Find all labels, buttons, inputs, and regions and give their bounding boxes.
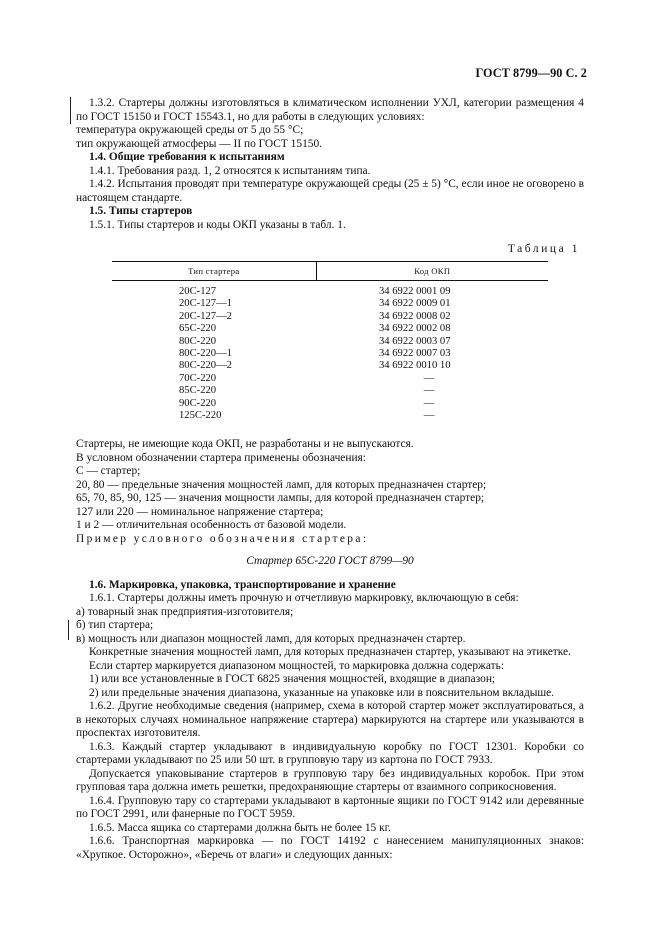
table-row: [112, 336, 548, 348]
paragraph-1-6-2: 1.6.2. Другие необходимые сведения (например, схема в которой стартер может эксплуатироваться, а в некоторых случаях номинальное напряжение стартера) маркируются на стартере или указываются в проспектах изготовителя.: [76, 700, 584, 740]
paragraph-1-4-1: 1.4.1. Требования разд. 1, 2 относятся к испытаниям типа.: [89, 164, 371, 177]
cell-type: 90С-220: [179, 397, 217, 409]
header-starter-type: Тип стартера: [188, 266, 240, 276]
cell-code: 34 6922 0002 08: [379, 323, 451, 335]
paragraph-1-3-2: 1.3.2. Стартеры должны изготовляться в климатическом исполнении УХЛ, категории размещения 4 по ГОСТ 15150 и ГОСТ 15543.1, но для работы в следующих условиях:: [76, 97, 584, 123]
paragraph-1-4-2: 1.4.2. Испытания проводят при температуре окружающей среды (25 ± 5) °С, если иное не оговорено в настоящем стандарте.: [76, 178, 584, 204]
change-bar: [70, 97, 71, 124]
table-body: [112, 281, 548, 424]
heading-1-6: 1.6. Маркировка, упаковка, транспортирование и хранение: [89, 578, 396, 591]
paragraph-1-6-3-allowed: Допускается упаковывание стартеров в групповую тару без индивидуальных коробок. При этом групповая тара должна иметь решетки, предохраняющие стартеры от взаимного соприкосновения.: [76, 767, 584, 794]
table-row: [112, 348, 548, 360]
paragraph-atmosphere: тип окружающей атмосферы — II по ГОСТ 15150.: [76, 137, 322, 150]
table-row: [112, 373, 548, 385]
cell-code: —: [423, 372, 435, 384]
paragraph-1-6-6: 1.6.6. Транспортная маркировка — по ГОСТ 14192 с нанесением манипуляционных знаков: «Хрупкое. Осторожно», «Беречь от влаги» и следующих данных:: [76, 835, 584, 861]
cell-type: 80С-220—2: [179, 360, 232, 372]
cell-code: —: [423, 409, 435, 421]
paragraph-range-marking: Если стартер маркируется диапазоном мощностей, то маркировка должна содержать:: [89, 659, 504, 672]
table-row: [112, 311, 548, 323]
paragraph-1-2: 1 и 2 — отличительная особенность от базовой модели.: [76, 519, 347, 532]
table-row: [112, 323, 548, 335]
paragraph-65-125: 65, 70, 85, 90, 125 — значения мощности лампы, для которой предназначен стартер;: [76, 492, 485, 505]
table-row: [112, 298, 548, 310]
cell-code: 34 6922 0008 02: [379, 310, 451, 322]
paragraph-1-6-4: 1.6.4. Групповую тару со стартерами укладывают в картонные ящики по ГОСТ 9142 или деревянные по ГОСТ 2991, или фанерные по ГОСТ 5959.: [76, 794, 584, 821]
cell-code: 34 6922 0001 09: [379, 286, 451, 297]
table-row: [112, 398, 548, 410]
paragraph-concrete-values: Конкретные значения мощностей ламп, для которых предназначен стартер, указывают на этикетке.: [89, 646, 571, 659]
paragraph-item-a: а) товарный знак предприятия-изготовителя;: [76, 605, 294, 618]
paragraph-no-code: Стартеры, не имеющие кода ОКП, не разработаны и не выпускаются.: [76, 438, 414, 451]
table-row: [112, 410, 548, 422]
starter-table: [112, 261, 548, 424]
cell-type: 80С-220—1: [179, 347, 232, 359]
paragraph-1-6-1: 1.6.1. Стартеры должны иметь прочную и отчетливую маркировку, включающую в себя:: [89, 592, 519, 605]
table-row: [112, 385, 548, 397]
page-header: ГОСТ 8799—90 С. 2: [475, 66, 587, 80]
paragraph-designations: В условном обозначении стартера применены обозначения:: [76, 451, 366, 464]
paragraph-c-starter: С — стартер;: [76, 465, 141, 478]
cell-code: —: [423, 397, 435, 409]
table-row: [112, 360, 548, 372]
cell-type: 20С-127: [179, 286, 217, 297]
example-designation: Стартер 65С-220 ГОСТ 8799—90: [246, 555, 414, 568]
cell-code: —: [423, 385, 435, 397]
table-header: [112, 261, 548, 281]
paragraph-item-b: б) тип стартера;: [76, 619, 154, 632]
cell-code: 34 6922 0007 03: [379, 347, 451, 359]
cell-code: 34 6922 0010 10: [379, 360, 451, 372]
cell-type: 85С-220: [179, 385, 217, 397]
paragraph-127-220: 127 или 220 — номинальное напряжение стартера;: [76, 505, 324, 518]
cell-type: 70С-220: [179, 372, 217, 384]
change-bar: [68, 620, 69, 640]
table-label: Таблица 1: [507, 243, 580, 255]
paragraph-temperature: температура окружающей среды от 5 до 55 °С;: [76, 124, 304, 136]
paragraph-range-2: 2) или предельные значения диапазона, указанные на упаковке или в пояснительном вкладыше.: [89, 686, 555, 699]
cell-type: 20С-127—2: [179, 310, 232, 322]
cell-type: 125С-220: [179, 409, 222, 421]
cell-code: 34 6922 0003 07: [379, 335, 451, 347]
cell-code: 34 6922 0009 01: [379, 298, 451, 310]
example-label: Пример условного обозначения стартера:: [76, 532, 369, 545]
heading-1-5: 1.5. Типы стартеров: [89, 205, 193, 217]
paragraph-20-80: 20, 80 — предельные значения мощностей ламп, для которых предназначен стартер;: [76, 478, 487, 491]
heading-1-4: 1.4. Общие требования к испытаниям: [89, 151, 285, 163]
header-okp-code: Код ОКП: [316, 262, 548, 280]
cell-type: 20С-127—1: [179, 298, 232, 310]
paragraph-1-6-3: 1.6.3. Каждый стартер укладывают в индивидуальную коробку по ГОСТ 12301. Коробки со стартерами укладывают по 25 или 50 шт. в групповую тару из картона по ГОСТ 7933.: [76, 740, 584, 767]
cell-type: 65С-220: [179, 323, 217, 335]
page-content: [76, 97, 584, 862]
paragraph-1-6-5: 1.6.5. Масса ящика со стартерами должна быть не более 15 кг.: [89, 821, 391, 834]
paragraph-item-v: в) мощность или диапазон мощностей ламп, для которых предназначен стартер.: [76, 632, 466, 645]
paragraph-range-1: 1) или все установленные в ГОСТ 6825 значения мощностей, входящие в диапазон;: [89, 673, 496, 686]
cell-type: 80С-220: [179, 335, 217, 347]
table-row: [112, 286, 548, 298]
paragraph-1-5-1: 1.5.1. Типы стартеров и коды ОКП указаны в табл. 1.: [89, 218, 346, 231]
